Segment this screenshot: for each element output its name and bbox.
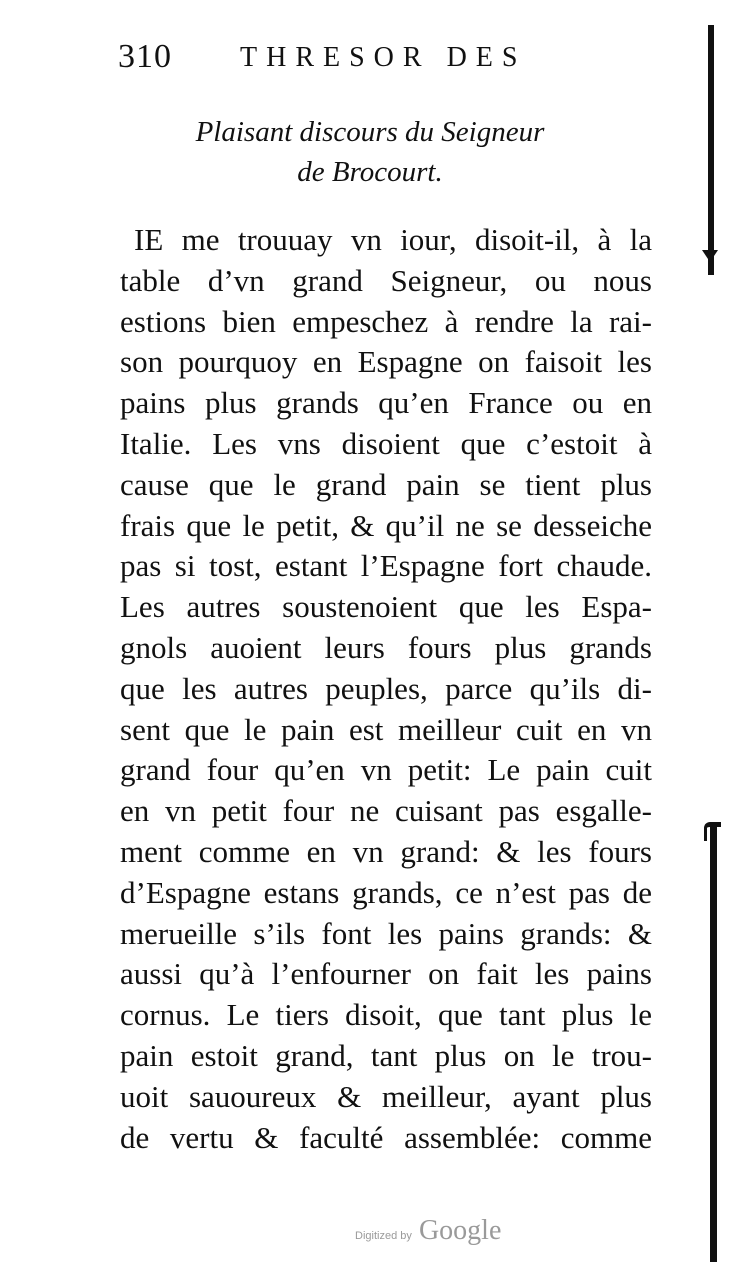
page-header xyxy=(118,38,558,88)
text-line: pains plus grands qu’en France ou en xyxy=(120,385,652,421)
chapter-title-line-1: Plaisant discours du Seigneur xyxy=(195,116,545,148)
text-line: que les autres peuples, parce qu’ils di- xyxy=(120,670,652,706)
page-number: 310 xyxy=(118,38,172,75)
text-line: cause que le grand pain se tient plus xyxy=(120,466,652,502)
chapter-title-line-2: de Brocourt. xyxy=(297,156,443,188)
text-line: grand four qu’en vn petit: Le pain cuit xyxy=(120,752,652,788)
text-line: frais que le petit, & qu’il ne se desseiche xyxy=(120,507,652,543)
text-line: d’Espagne estans grands, ce n’est pas de xyxy=(120,874,652,910)
text-line: merueille s’ils font les pains grands: & xyxy=(120,915,652,951)
text-line: estions bien empeschez à rendre la rai- xyxy=(120,303,652,339)
text-line: sent que le pain est meilleur cuit en vn xyxy=(120,711,652,747)
text-line: pas si tost, estant l’Espagne fort chaude. xyxy=(120,548,652,584)
text-line: pain estoit grand, tant plus on le trou- xyxy=(120,1037,652,1073)
text-line: Les autres soustenoient que les Espa- xyxy=(120,589,652,625)
digitized-by-label: Digitized by xyxy=(355,1230,412,1242)
page-edge-shadow-bottom xyxy=(710,822,717,1262)
digitized-watermark xyxy=(355,1215,501,1247)
text-line: ment comme en vn grand: & les fours xyxy=(120,833,652,869)
text-line: aussi qu’à l’enfourner on fait les pains xyxy=(120,956,652,992)
google-logo: Google xyxy=(418,1215,502,1246)
text-line: table d’vn grand Seigneur, ou nous xyxy=(120,262,652,298)
text-line: en vn petit four ne cuisant pas esgalle- xyxy=(120,793,652,829)
running-head: THRESOR DES xyxy=(240,42,527,73)
body-text xyxy=(120,220,652,1158)
text-line: son pourquoy en Espagne on faisoit les xyxy=(120,344,652,380)
text-line: uoit sauoureux & meilleur, ayant plus xyxy=(120,1078,652,1114)
text-line: Italie. Les vns disoient que c’estoit à xyxy=(120,425,652,461)
text-line: gnols auoient leurs fours plus grands xyxy=(120,629,652,665)
chapter-title xyxy=(170,112,570,192)
text-line: IE me trouuay vn iour, disoit-il, à la xyxy=(134,222,652,257)
text-line: cornus. Le tiers disoit, que tant plus le xyxy=(120,997,652,1033)
page-edge-mark xyxy=(702,250,718,262)
text-line: de vertu & faculté assemblée: comme xyxy=(120,1119,652,1155)
page-edge-shadow-top xyxy=(708,25,714,275)
